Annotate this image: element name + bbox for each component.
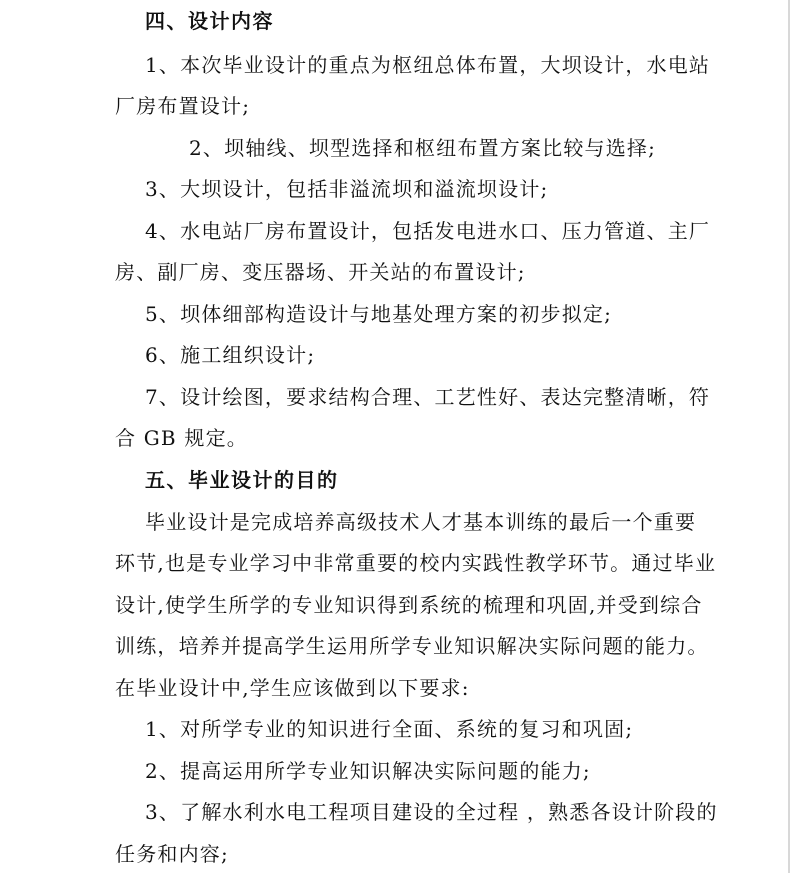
item-1-line-1: 1、本次毕业设计的重点为枢纽总体布置，大坝设计，水电站 [145, 53, 711, 77]
requirement-1: 1、对所学专业的知识进行全面、系统的复习和巩固; [145, 717, 634, 741]
purpose-paragraph-line-1: 毕业设计是完成培养高级技术人才基本训练的最后一个重要 [145, 510, 697, 534]
item-4-line-1: 4、水电站厂房布置设计，包括发电进水口、压力管道、主厂 [145, 219, 711, 243]
purpose-paragraph-line-2: 环节,也是专业学习中非常重要的校内实践性教学环节。通过毕业 [115, 551, 717, 575]
purpose-paragraph-line-4: 训练，培养并提高学生运用所学专业知识解决实际问题的能力。 [115, 634, 709, 658]
item-1-line-2: 厂房布置设计; [115, 94, 251, 118]
item-4-line-2: 房、副厂房、变压器场、开关站的布置设计; [115, 260, 526, 284]
item-7-line-1: 7、设计绘图，要求结构合理、工艺性好、表达完整清晰，符 [145, 385, 711, 409]
item-2: 2、坝轴线、坝型选择和枢纽布置方案比较与选择; [189, 136, 657, 160]
page-edge-divider [788, 0, 790, 873]
requirement-3-line-2: 任务和内容; [115, 842, 229, 866]
requirement-3-line-1: 3、了解水利水电工程项目建设的全过程 ，熟悉各设计阶段的 [145, 800, 718, 824]
item-5: 5、坝体细部构造设计与地基处理方案的初步拟定; [145, 302, 613, 326]
purpose-paragraph-line-5: 在毕业设计中,学生应该做到以下要求: [115, 676, 470, 700]
item-6: 6、施工组织设计; [145, 343, 316, 367]
item-7-line-2: 合 GB 规定。 [115, 426, 248, 450]
requirement-2: 2、提高运用所学专业知识解决实际问题的能力; [145, 759, 591, 783]
purpose-paragraph-line-3: 设计,使学生所学的专业知识得到系统的梳理和巩固,并受到综合 [115, 593, 703, 617]
section-5-heading: 五、毕业设计的目的 [145, 468, 339, 492]
section-4-heading: 四、设计内容 [145, 9, 274, 33]
item-3: 3、大坝设计，包括非溢流坝和溢流坝设计; [145, 177, 549, 201]
